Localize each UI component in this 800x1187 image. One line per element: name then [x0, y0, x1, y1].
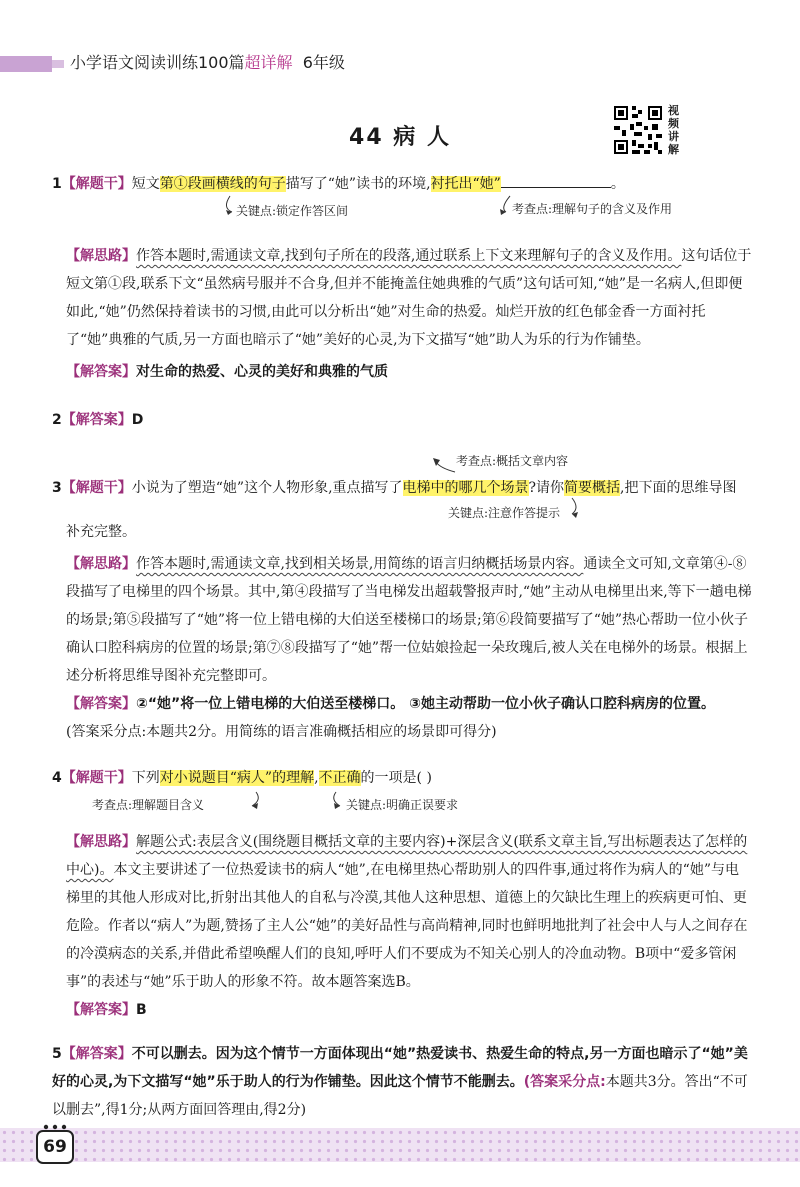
q3-annotation-bottom: 关键点:注意作答提示 [448, 506, 561, 520]
q3-thinking-wavy: 作答本题时,需通读文章,找到相关场景,用简练的语言归纳概括场景内容。 [136, 556, 584, 572]
q1-highlight-1: 第①段画横线的句子 [159, 176, 286, 192]
q4-annotation-left: 考查点:理解题目含义 [92, 798, 205, 812]
q3-answer: 【解答案】②“她”将一位上错电梯的大伯送至楼梯口。 ③她主动帮助一位小伙子确认口腔科病房的位置。 [66, 696, 715, 712]
q1-annotation-left: 关键点:锁定作答区间 [236, 204, 349, 218]
q4-highlight-2: 不正确 [318, 770, 361, 786]
q3-highlight-2: 简要概括 [564, 480, 621, 496]
q1-answer: 【解答案】对生命的热爱、心灵的美好和典雅的气质 [66, 364, 388, 380]
q3-stem: 3【解题干】小说为了塑造“她”这个人物形象,重点描写了电梯中的哪几个场景?请你简要概括,把下面的思维导图 [52, 480, 737, 496]
q4-answer: 【解答案】B [66, 1002, 147, 1018]
page-title: 44 病 人 [349, 125, 451, 150]
q4-thinking: 【解思路】解题公式:表层含义(围绕题目概括文章的主要内容)+深层含义(联系文章主旨,写出标题表达了怎样的中心)。本文主要讲述了一位热爱读书的病人“她”,在电梯里热心帮助别人的四件事,通过将作为病人的“她”与电梯里的其他人形成对比,折射出其他人的自私与冷漠,其他人这种思想、道德上的欠缺比生理上的疾病更可怕、更危险。作者以“病人”为题,赞扬了主人公“她”的美好品性与高尚精神,同时也鲜明地批判了社会中人与人之间存在的冷漠病态的关系,并借此希望唤醒人们的良知,呼吁人们不要成为不知关心别人的冷血动物。B项中“爱多管闲事”的表述与“她”乐于助人的形象不符。故本题答案选B。 [66, 834, 748, 990]
q5-answer: 5【解答案】不可以删去。因为这个情节一方面体现出“她”热爱读书、热爱生命的特点,另一方面也暗示了“她”美好的心灵,为下文描写“她”乐于助人的行为作铺垫。因此这个情节不能删去。(答案采分点:本题共3分。答出“不可以删去”,得1分;从两方面回答理由,得2分) [52, 1046, 748, 1118]
q1-annotation-right: 考查点:理解句子的含义及作用 [512, 202, 673, 216]
q1-highlight-2: 衬托出“她” [430, 176, 501, 192]
grade-label: 6年级 [302, 53, 345, 72]
book-highlight: 超详解 [244, 53, 293, 72]
q1-answer-blank [501, 173, 611, 188]
q4-stem: 4【解题干】下列对小说题目“病人”的理解,不正确的一项是( ) [52, 770, 432, 786]
page-number: 69 [36, 1130, 74, 1164]
q1-stem-tag: 【解题干】 [61, 176, 132, 192]
q1-stem: 1【解题干】短文第①段画横线的句子描写了“她”读书的环境,衬托出“她” 。 [52, 170, 752, 198]
q4-highlight-1: 对小说题目“病人”的理解 [159, 770, 315, 786]
q4-thinking-wavy: 解题公式:表层含义(围绕题目概括文章的主要内容)+深层含义(联系文章主旨,写出标题表达了怎样的中心)。 [66, 834, 748, 878]
q2-answer: 2【解答案】D [52, 412, 144, 428]
footer-band [0, 1128, 800, 1162]
q3-score: (答案采分点:本题共2分。用简练的语言准确概括相应的场景即可得分) [66, 724, 497, 740]
q3-stem-line2: 补充完整。 [66, 524, 136, 540]
book-title: 小学语文阅读训练100篇 [70, 53, 245, 72]
q3-thinking: 【解思路】作答本题时,需通读文章,找到相关场景,用简练的语言归纳概括场景内容。通读全文可知,文章第④-⑧段描写了电梯里的四个场景。其中,第④段描写了当电梯发出超载警报声时,“她”主动从电梯里出来,等下一趟电梯的场景;第⑤段描写了“她”将一位上错电梯的大伯送至楼梯口的场景;第⑥段简要描写了“她”热心帮助一位小伙子确认口腔科病房的位置的场景;第⑦⑧段描写了“她”帮一位姑娘捡起一朵玫瑰后,被人关在电梯外的场景。根据上述分析将思维导图补充完整即可。 [66, 556, 752, 684]
qr-label: 视 频 讲 解 [668, 104, 679, 156]
q1-thinking-wavy: 作答本题时,需通读文章,找到句子所在的段落,通过联系上下文来理解句子的含义及作用。 [136, 248, 682, 264]
q4-annotation-right: 关键点:明确正误要求 [346, 798, 459, 812]
q3-highlight-1: 电梯中的哪几个场景 [402, 480, 529, 496]
q1-thinking: 【解思路】作答本题时,需通读文章,找到句子所在的段落,通过联系上下文来理解句子的含义及作用。这句话位于短文第①段,联系下文“虽然病号服并不合身,但并不能掩盖住她典雅的气质”这句话可知,“她”是一名病人,但即便如此,“她”仍然保持着读书的习惯,由此可以分析出“她”对生命的热爱。灿烂开放的红色郁金香一方面衬托了“她”典雅的气质,另一方面也暗示了“她”美好的心灵,为下文描写“她”助人为乐的行为作铺垫。 [66, 248, 752, 348]
q3-annotation-top: 考查点:概括文章内容 [456, 454, 569, 468]
